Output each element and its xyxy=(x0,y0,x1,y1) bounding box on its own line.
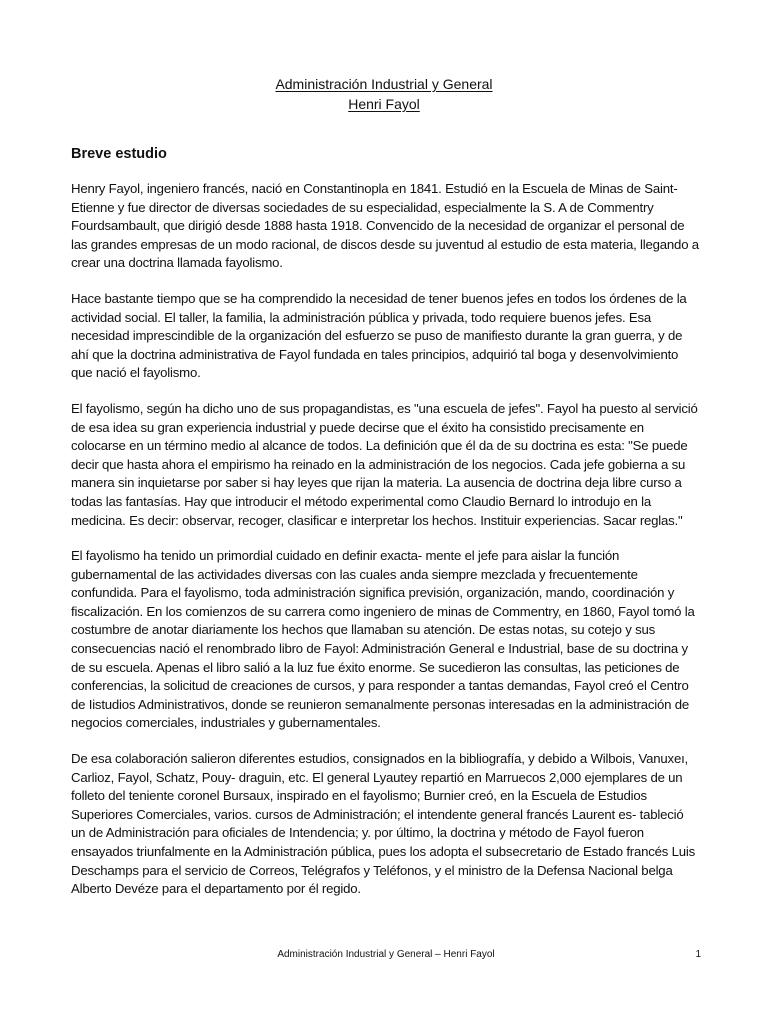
paragraph: El fayolismo ha tenido un primordial cuidado en definir exacta- mente el jefe para aislar la función gubernamental de las actividades diversas con las cuales anda siempre mezclada y frecuentemente confundida. Para el fayolismo, toda administración significa previsión, organización, mando, coordinación y fiscalización. En los comienzos de su carrera como ingeniero de minas de Commentry, en 1860, Fayol tomó la costumbre de anotar diariamente los hechos que llamaban su atención. De estas notas, su cotejo y sus consecuencias nació el renombrado libro de Fayol: Administración General e Industrial, base de su doctrina y de su escuela. Apenas el libro salió a la luz fue éxito enorme. Se sucedieron las consultas, las peticiones de conferencias, la solicitud de creaciones de cursos, y para responder a tantas demandas, Fayol creó el Centro de Iistudios Administrativos, donde se reunieron semanalmente personas interesadas en la administración de negocios comerciales, industriales y gubernamentales. xyxy=(71,548,695,731)
document-title-block xyxy=(0,74,768,114)
page-number: 1 xyxy=(695,949,701,960)
section-heading: Breve estudio xyxy=(71,146,167,162)
document-title: Administración Industrial y General xyxy=(275,76,493,92)
paragraph: Henry Fayol, ingeniero francés, nació en Constantinopla en 1841. Estudió en la Escuela de Minas de Saint-Etienne y fue director de diversas sociedades de su especialidad, especialmente la S. A de Commentry Fourdsambault, que dirigió desde 1888 hasta 1918. Convencido de la necesidad de organizar el personal de las grandes empresas de un modo racional, de discos desde su juventud al estudio de esta materia, llegando a crear una doctrina llamada fayolismo. xyxy=(71,181,699,271)
paragraph: El fayolismo, según ha dicho uno de sus propagandistas, es "una escuela de jefes". Fayol ha puesto al servició de esa idea su gran experiencia industrial y puede decirse que el éxito ha consistido precisamente en colocarse en un término medio al alcance de todos. La definición que él da de su doctrina es esta: "Se puede decir que hasta ahora el empirismo ha reinado en la administración de los negocios. Cada jefe gobierna a su manera sin inquietarse por saber si hay leyes que rijan la materia. La ausencia de doctrina deja libre curso a todas las fantasías. Hay que introducir el método experimental como Claudio Bernard lo introdujo en la medicina. Es decir: observar, recoger, clasificar e interpretar los hechos. Instituir experiencias. Sacar reglas." xyxy=(71,400,698,528)
document-body xyxy=(71,180,701,916)
footer-text: Administración Industrial y General – Henri Fayol xyxy=(277,949,495,960)
paragraph: De esa colaboración salieron diferentes estudios, consignados en la bibliografía, y debido a Wilbois, Vanuxeı, Carlioz, Fayol, Schatz, Pouy- draguin, etc. El general Lyautey repartió en Marruecos 2,000 ejemplares de un folleto del teniente coronel Bursaux, inspirado en el fayolismo; Burnier creó, en la Escuela de Estudios Superiores Comerciales, varios. cursos de Administración; el intendente general francés Laurent es- tableció un de Administración para oficiales de Intendencia; y. por último, la doctrina y método de Fayol fueron ensayados triunfalmente en la Administración pública, pues los adopta el subsecretario de Estado francés Luis Deschamps para el servicio de Correos, Telégrafos y Teléfonos, y el ministro de la Defensa Nacional belga Alberto Devéze para el departamento por él regido. xyxy=(71,751,696,897)
paragraph: Hace bastante tiempo que se ha comprendido la necesidad de tener buenos jefes en todos los órdenes de la actividad social. El taller, la familia, la administración pública y privada, todo requiere buenos jefes. Esa necesidad imprescindible de la organización del esfuerzo se puso de manifiesto durante la gran guerra, y de ahí que la doctrina administrativa de Fayol fundada en tales principios, adquirió tal boga y desenvolvimiento que nació el fayolismo. xyxy=(71,290,687,381)
document-author: Henri Fayol xyxy=(348,96,420,112)
page-footer xyxy=(71,947,701,963)
